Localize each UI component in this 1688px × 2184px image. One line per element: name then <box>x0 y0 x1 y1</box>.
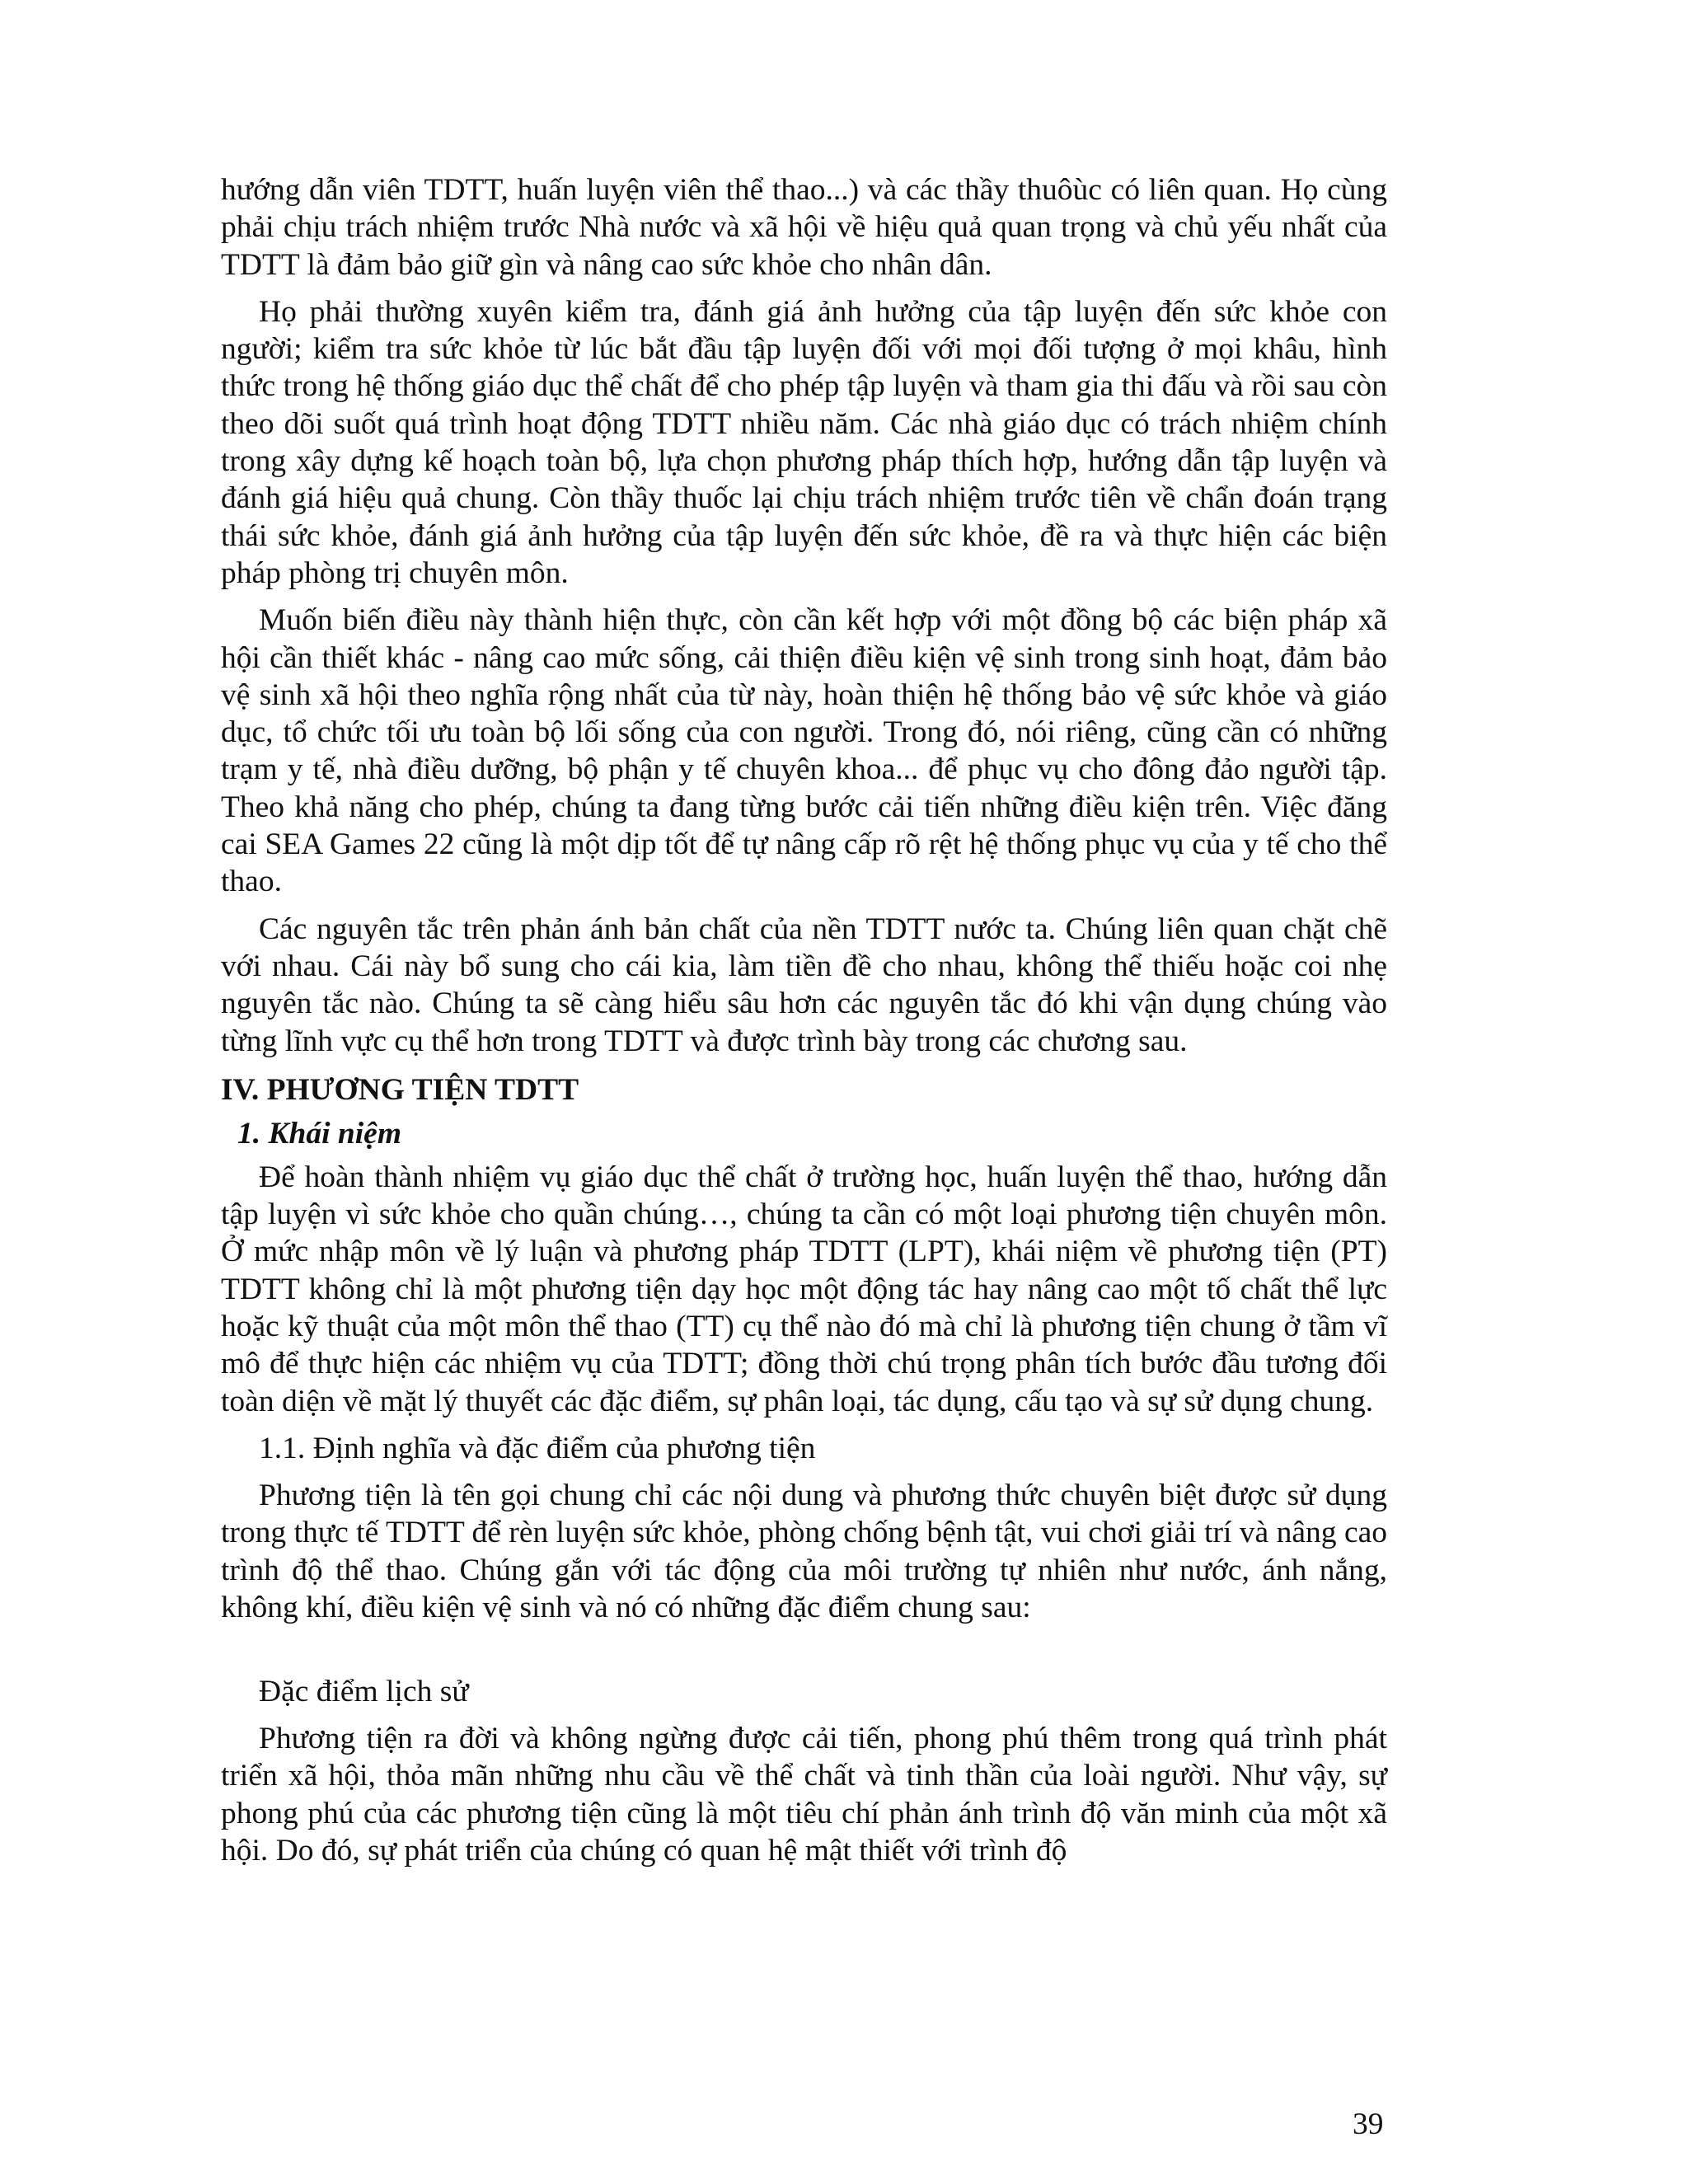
subsection-heading: 1. Khái niệm <box>237 1116 401 1151</box>
document-page <box>221 171 1387 1879</box>
blank-spacer <box>221 1636 1387 1673</box>
item-heading-1-1: 1.1. Định nghĩa và đặc điểm của phương tiện <box>259 1431 816 1465</box>
paragraph-1: hướng dẫn viên TDTT, huấn luyện viên thể thao...) và các thầy thuôùc có liên quan. Họ cùng phải chịu trách nhiệm trước Nhà nước và xã hội về hiệu quả quan trọng và chủ yếu nhất của TDTT là đảm bảo giữ gìn và nâng cao sức khỏe cho nhân dân. <box>221 173 1387 282</box>
paragraph-7: Phương tiện ra đời và không ngừng được cải tiến, phong phú thêm trong quá trình phát triển xã hội, thỏa mãn những nhu cầu về thể chất và tinh thần của loài người. Như vậy, sự phong phú của các phương tiện cũng là một tiêu chí phản ánh trình độ văn minh của một xã hội. Do đó, sự phát triển của chúng có quan hệ mật thiết với trình độ <box>221 1722 1387 1868</box>
paragraph-4: Các nguyên tắc trên phản ánh bản chất của nền TDTT nước ta. Chúng liên quan chặt chẽ với nhau. Cái này bổ sung cho cái kia, làm tiền đề cho nhau, không thể thiếu hoặc coi nhẹ nguyên tắc nào. Chúng ta sẽ càng hiểu sâu hơn các nguyên tắc đó khi vận dụng chúng vào từng lĩnh vực cụ thể hơn trong TDTT và được trình bày trong các chương sau. <box>221 912 1387 1058</box>
paragraph-6: Phương tiện là tên gọi chung chỉ các nội dung và phương thức chuyên biệt được sử dụng trong thực tế TDTT để rèn luyện sức khỏe, phòng chống bệnh tật, vui chơi giải trí và nâng cao trình độ thể thao. Chúng gắn với tác động của môi trường tự nhiên như nước, ánh nắng, không khí, điều kiện vệ sinh và nó có những đặc điểm chung sau: <box>221 1478 1387 1624</box>
paragraph-3: Muốn biến điều này thành hiện thực, còn cần kết hợp với một đồng bộ các biện pháp xã hội cần thiết khác - nâng cao mức sống, cải thiện điều kiện vệ sinh trong sinh hoạt, đảm bảo vệ sinh xã hội theo nghĩa rộng nhất của từ này, hoàn thiện hệ thống bảo vệ sức khỏe và giáo dục, tổ chức tối ưu toàn bộ lối sống của con người. Trong đó, nói riêng, cũng cần có những trạm y tế, nhà điều dưỡng, bộ phận y tế chuyên khoa... để phục vụ cho đông đảo người tập. Theo khả năng cho phép, chúng ta đang từng bước cải tiến những điều kiện trên. Việc đăng cai SEA Games 22 cũng là một dịp tốt để tự nâng cấp rõ rệt hệ thống phục vụ của y tế cho thể thao. <box>221 603 1387 899</box>
paragraph-2: Họ phải thường xuyên kiểm tra, đánh giá ảnh hưởng của tập luyện đến sức khỏe con người; kiểm tra sức khỏe từ lúc bắt đầu tập luyện đối với mọi đối tượng ở mọi khâu, hình thức trong hệ thống giáo dục thể chất để cho phép tập luyện và tham gia thi đấu và rồi sau còn theo dõi suốt quá trình hoạt động TDTT nhiều năm. Các nhà giáo dục có trách nhiệm chính trong xây dựng kế hoạch toàn bộ, lựa chọn phương pháp thích hợp, hướng dẫn tập luyện và đánh giá hiệu quả chung. Còn thầy thuốc lại chịu trách nhiệm trước tiên về chẩn đoán trạng thái sức khỏe, đánh giá ảnh hưởng của tập luyện đến sức khỏe, đề ra và thực hiện các biện pháp phòng trị chuyên môn. <box>221 294 1387 590</box>
section-heading: IV. PHƯƠNG TIỆN TDTT <box>221 1072 579 1107</box>
page-number: 39 <box>1353 2107 1384 2141</box>
feature-history-heading: Đặc điểm lịch sử <box>259 1675 469 1709</box>
paragraph-5: Để hoàn thành nhiệm vụ giáo dục thể chất ở trường học, huấn luyện thể thao, hướng dẫn tập luyện vì sức khỏe cho quần chúng…, chúng ta cần có một loại phương tiện chuyên môn. Ở mức nhập môn về lý luận và phương pháp TDTT (LPT), khái niệm về phương tiện (PT) TDTT không chỉ là một phương tiện dạy học một động tác hay nâng cao một tố chất thể lực hoặc kỹ thuật của một môn thể thao (TT) cụ thể nào đó mà chỉ là phương tiện chung ở tầm vĩ mô để thực hiện các nhiệm vụ của TDTT; đồng thời chú trọng phân tích bước đầu tương đối toàn diện về mặt lý thuyết các đặc điểm, sự phân loại, tác dụng, cấu tạo và sự sử dụng chung. <box>221 1160 1387 1418</box>
